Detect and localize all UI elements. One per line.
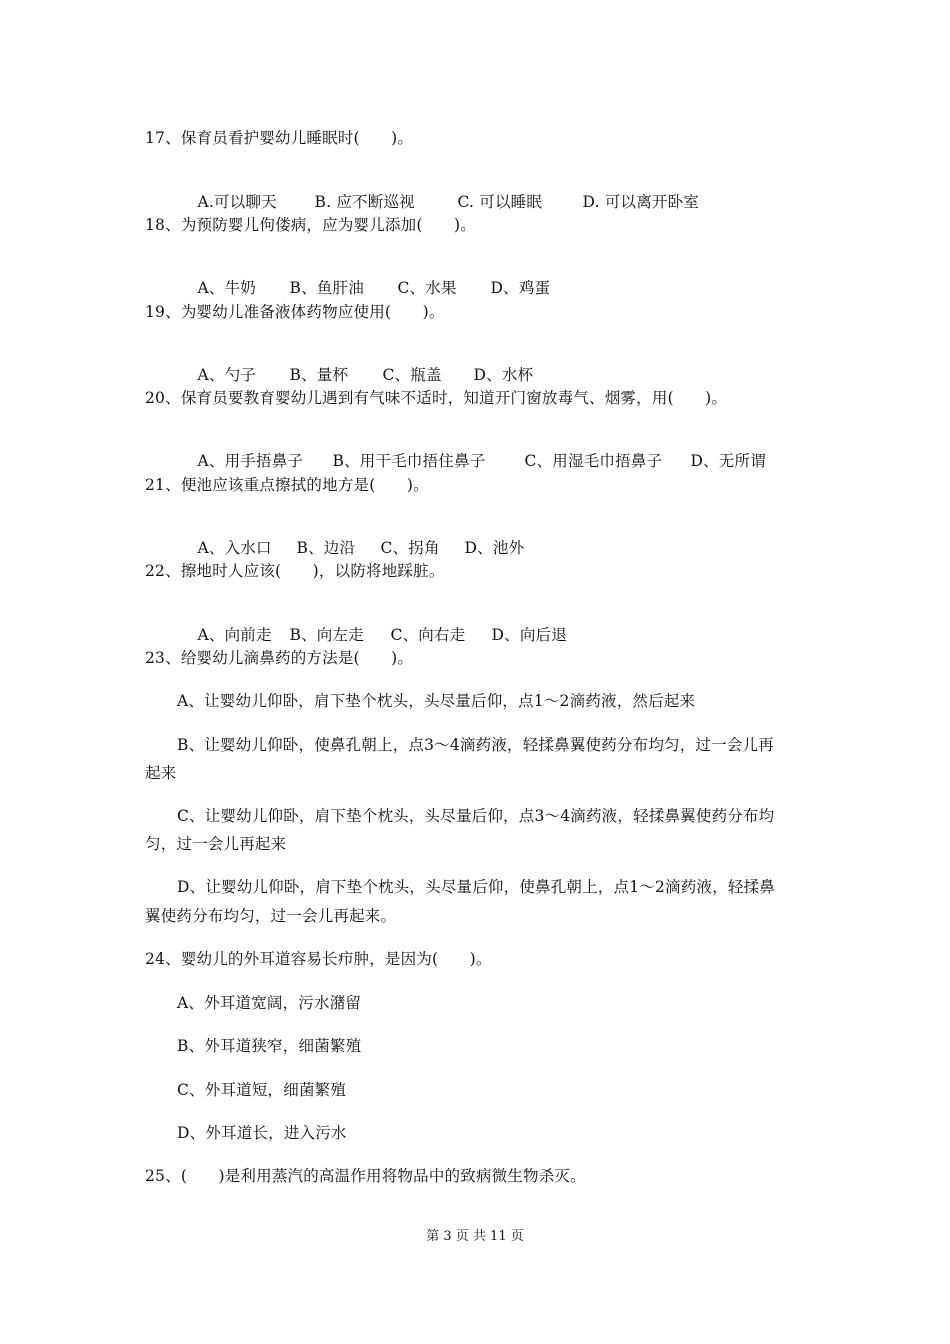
question-17: 17、保育员看护婴幼儿睡眠时( )。 [145,129,414,147]
option-d: D、让婴幼儿仰卧，肩下垫个枕头，头尽量后仰，使鼻孔朝上，点1～2滴药液，轻揉鼻 [177,878,775,896]
option-b: B、外耳道狭窄，细菌繁殖 [177,1037,362,1055]
option-d: D. 可以离开卧室 [582,193,700,211]
option-d: D、水杯 [473,366,534,384]
option-d: D、池外 [464,539,525,557]
question-21: 21、便池应该重点擦拭的地方是( )。 [145,476,429,494]
option-a: A、牛奶 [197,279,257,297]
option-b: B、向左走 [289,626,364,644]
option-d: D、无所谓 [690,452,766,470]
option-a: A、向前走 [197,626,272,644]
option-c-continued: 匀，过一会儿再起来 [145,835,287,853]
question-25: 25、( )是利用蒸汽的高温作用将物品中的致病微生物杀灭。 [145,1167,586,1185]
option-d: D、外耳道长，进入污水 [177,1124,347,1142]
option-c: C. 可以睡眠 [457,193,543,211]
option-d: D、鸡蛋 [490,279,551,297]
option-b-continued: 起来 [145,764,177,782]
option-b: B、边沿 [296,539,356,557]
option-a: A、入水口 [197,539,272,557]
option-c: C、外耳道短，细菌繁殖 [177,1081,347,1099]
option-a: A、用手捂鼻子 [197,452,304,470]
question-24: 24、婴幼儿的外耳道容易长疖肿，是因为( )。 [145,950,492,968]
question-18: 18、为预防婴儿佝偻病，应为婴儿添加( )。 [145,216,476,234]
option-b: B、鱼肝油 [289,279,364,297]
option-a: A、外耳道宽阔，污水潴留 [177,994,362,1012]
option-a: A、勺子 [197,366,257,384]
question-20: 20、保育员要教育婴幼儿遇到有气味不适时，知道开门窗放毒气、烟雾，用( )。 [145,389,728,407]
option-c: C、水果 [397,279,457,297]
option-d-continued: 翼使药分布均匀，过一会儿再起来。 [145,907,397,925]
option-b: B、用干毛巾捂住鼻子 [332,452,486,470]
option-b: B、让婴幼儿仰卧，使鼻孔朝上，点3～4滴药液，轻揉鼻翼使药分布均匀，过一会儿再 [177,736,774,754]
question-23: 23、给婴幼儿滴鼻药的方法是( )。 [145,649,414,667]
option-a: A.可以聊天 [197,193,277,211]
page-number: 第 3 页 共 11 页 [426,1229,524,1244]
question-19: 19、为婴幼儿准备液体药物应使用( )。 [145,303,445,321]
option-d: D、向后退 [491,626,567,644]
option-c: C、拐角 [380,539,440,557]
option-b: B. 应不断巡视 [314,193,415,211]
option-a: A、让婴幼儿仰卧，肩下垫个枕头，头尽量后仰，点1～2滴药液，然后起来 [177,692,696,710]
option-c: C、瓶盖 [382,366,442,384]
option-c: C、向右走 [390,626,466,644]
option-b: B、量杯 [289,366,349,384]
option-c: C、让婴幼儿仰卧，肩下垫个枕头，头尽量后仰，点3～4滴药液，轻揉鼻翼使药分布均 [177,807,775,825]
option-c: C、用湿毛巾捂鼻子 [524,452,663,470]
question-22: 22、擦地时人应该( )，以防将地踩脏。 [145,562,445,580]
